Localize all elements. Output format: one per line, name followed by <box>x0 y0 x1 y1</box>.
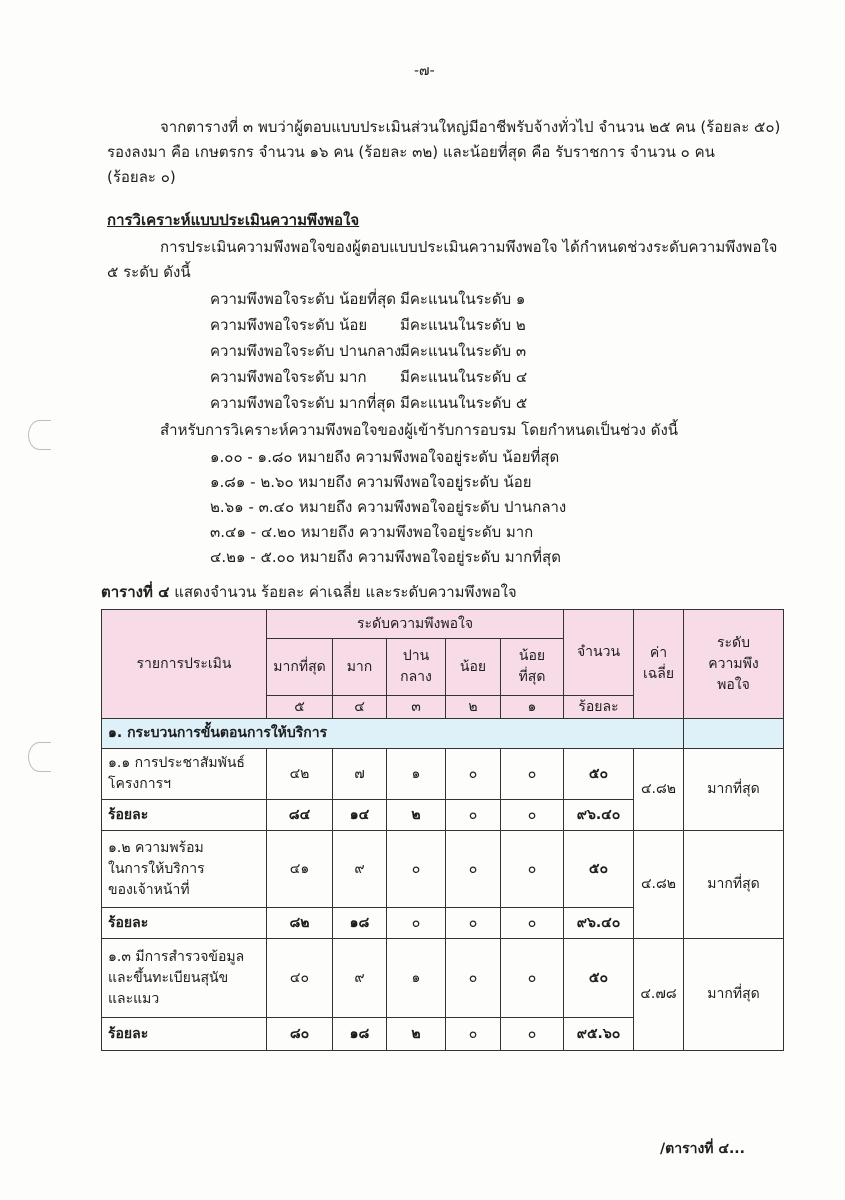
paragraph-line: การประเมินความพึงพอใจของผู้ตอบแบบประเมินความพึงพอใจ ได้กำหนดช่วงระดับความพึงพอใจ <box>160 238 778 256</box>
level-score: มีคะแนนในระดับ ๔ <box>400 368 528 386</box>
row-pct-label: ร้อยละ <box>101 1017 267 1051</box>
level-label: ความพึงพอใจระดับ ปานกลาง <box>210 342 402 360</box>
row-value: ๙ <box>332 830 387 908</box>
section-row-blank <box>683 718 784 749</box>
row-level: มากที่สุด <box>683 748 784 831</box>
row-item: ๑.๑ การประชาสัมพันธ์ โครงการฯ <box>101 748 267 800</box>
level-label: ความพึงพอใจระดับ มากที่สุด <box>210 394 396 412</box>
row-level: มากที่สุด <box>683 938 784 1051</box>
header-col: น้อย ที่สุด <box>500 638 564 696</box>
row-value: ๐ <box>500 748 564 800</box>
row-value: ๔๑ <box>266 830 333 908</box>
level-score: มีคะแนนในระดับ ๓ <box>400 342 527 360</box>
paragraph-line: (ร้อยละ ๐) <box>107 168 176 186</box>
satisfaction-table <box>101 609 784 1051</box>
row-pct: ๐ <box>445 907 501 939</box>
table-caption-text: แสดงจำนวน ร้อยละ ค่าเฉลี่ย และระดับความพึงพอใจ <box>174 583 517 601</box>
level-score: มีคะแนนในระดับ ๕ <box>400 394 528 412</box>
row-pct: ๐ <box>445 1017 501 1051</box>
range-item: ๔.๒๑ - ๕.๐๐ หมายถึง ความพึงพอใจอยู่ระดับ มากที่สุด <box>210 548 561 566</box>
table-caption-label: ตารางที่ ๔ <box>101 583 170 601</box>
row-pct: ๘๔ <box>266 799 333 831</box>
row-mean: ๔.๗๘ <box>633 938 684 1051</box>
level-label: ความพึงพอใจระดับ น้อย <box>210 316 368 334</box>
header-col: มาก <box>332 638 387 696</box>
page-footer: /ตารางที่ ๔... <box>660 1141 745 1157</box>
header-item: รายการประเมิน <box>101 609 267 719</box>
header-col: น้อย <box>445 638 501 696</box>
row-value: ๐ <box>445 748 501 800</box>
row-value: ๐ <box>445 830 501 908</box>
row-pct: ๐ <box>386 907 446 939</box>
row-value: ๔๒ <box>266 748 333 800</box>
row-pct: ๘๒ <box>266 907 333 939</box>
header-percent: ร้อยละ <box>563 695 634 719</box>
row-pct: ๐ <box>445 799 501 831</box>
row-pct: ๐ <box>500 799 564 831</box>
row-pct-total: ๙๖.๔๐ <box>563 907 634 939</box>
header-col: มากที่สุด <box>266 638 333 696</box>
ranges-intro: สำหรับการวิเคราะห์ความพึงพอใจของผู้เข้ารับการอบรม โดยกำหนดเป็นช่วง ดังนี้ <box>160 421 679 439</box>
paragraph-line: ๕ ระดับ ดังนี้ <box>107 263 191 281</box>
header-mean: ค่า เฉลี่ย <box>633 609 684 719</box>
paragraph-line: จากตารางที่ ๓ พบว่าผู้ตอบแบบประเมินส่วนใหญ่มีอาชีพรับจ้างทั่วไป จำนวน ๒๕ คน (ร้อยละ ๕๐) <box>160 118 781 136</box>
range-item: ๑.๐๐ - ๑.๘๐ หมายถึง ความพึงพอใจอยู่ระดับ น้อยที่สุด <box>210 448 560 466</box>
header-score: ๑ <box>500 695 564 719</box>
row-value: ๙ <box>332 938 387 1018</box>
row-total: ๕๐ <box>563 748 634 800</box>
row-total: ๕๐ <box>563 938 634 1018</box>
header-score: ๒ <box>445 695 501 719</box>
row-pct: ๑๔ <box>332 799 387 831</box>
row-pct: ๒ <box>386 1017 446 1051</box>
binder-hole <box>28 742 51 772</box>
section-row: ๑. กระบวนการขั้นตอนการให้บริการ <box>101 718 684 749</box>
header-count: จำนวน <box>563 609 634 696</box>
row-value: ๑ <box>386 748 446 800</box>
level-label: ความพึงพอใจระดับ น้อยที่สุด <box>210 290 396 308</box>
row-value: ๐ <box>386 830 446 908</box>
section-title: การวิเคราะห์แบบประเมินความพึงพอใจ <box>107 211 360 229</box>
row-level: มากที่สุด <box>683 830 784 939</box>
binder-hole <box>28 420 51 450</box>
row-pct-total: ๙๕.๖๐ <box>563 1017 634 1051</box>
row-pct: ๘๐ <box>266 1017 333 1051</box>
level-score: มีคะแนนในระดับ ๒ <box>400 316 526 334</box>
header-group: ระดับความพึงพอใจ <box>266 609 564 639</box>
header-level: ระดับ ความพึง พอใจ <box>683 609 784 719</box>
range-item: ๓.๔๑ - ๔.๒๐ หมายถึง ความพึงพอใจอยู่ระดับ มาก <box>210 523 534 541</box>
header-score: ๔ <box>332 695 387 719</box>
page-number: -๗- <box>414 63 435 79</box>
row-value: ๑ <box>386 938 446 1018</box>
row-pct: ๑๘ <box>332 1017 387 1051</box>
row-pct: ๒ <box>386 799 446 831</box>
level-score: มีคะแนนในระดับ ๑ <box>400 290 526 308</box>
row-value: ๗ <box>332 748 387 800</box>
range-item: ๒.๖๑ - ๓.๔๐ หมายถึง ความพึงพอใจอยู่ระดับ ปานกลาง <box>210 498 567 516</box>
row-pct-label: ร้อยละ <box>101 799 267 831</box>
row-mean: ๔.๘๒ <box>633 830 684 939</box>
header-col: ปาน กลาง <box>386 638 446 696</box>
row-pct: ๑๘ <box>332 907 387 939</box>
row-total: ๕๐ <box>563 830 634 908</box>
level-label: ความพึงพอใจระดับ มาก <box>210 368 367 386</box>
row-value: ๐ <box>500 830 564 908</box>
paragraph-line: รองลงมา คือ เกษตรกร จำนวน ๑๖ คน (ร้อยละ ๓๒) และน้อยที่สุด คือ รับราชการ จำนวน ๐ คน <box>107 143 715 161</box>
header-score: ๓ <box>386 695 446 719</box>
row-pct-total: ๙๖.๔๐ <box>563 799 634 831</box>
row-pct: ๐ <box>500 1017 564 1051</box>
row-value: ๔๐ <box>266 938 333 1018</box>
range-item: ๑.๘๑ - ๒.๖๐ หมายถึง ความพึงพอใจอยู่ระดับ น้อย <box>210 473 532 491</box>
row-pct-label: ร้อยละ <box>101 907 267 939</box>
row-item: ๑.๓ มีการสำรวจข้อมูล และขึ้นทะเบียนสุนัข และแมว <box>101 938 267 1018</box>
table-caption <box>101 580 517 604</box>
row-value: ๐ <box>445 938 501 1018</box>
row-pct: ๐ <box>500 907 564 939</box>
row-item: ๑.๒ ความพร้อม ในการให้บริการ ของเจ้าหน้าที่ <box>101 830 267 908</box>
row-value: ๐ <box>500 938 564 1018</box>
row-mean: ๔.๘๒ <box>633 748 684 831</box>
header-score: ๕ <box>266 695 333 719</box>
